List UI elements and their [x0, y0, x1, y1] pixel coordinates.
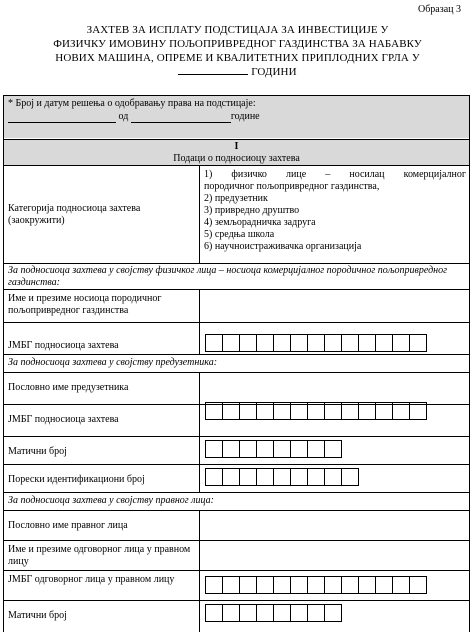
digit-box[interactable] — [205, 468, 223, 486]
digit-box[interactable] — [273, 604, 291, 622]
digit-box[interactable] — [256, 468, 274, 486]
form-label: Образац 3 — [418, 4, 461, 15]
digit-box[interactable] — [222, 402, 240, 420]
digit-box[interactable] — [273, 468, 291, 486]
table-rule — [3, 139, 470, 140]
decision-od: од — [118, 111, 129, 122]
digit-box[interactable] — [239, 468, 257, 486]
digit-box[interactable] — [273, 334, 291, 352]
entrepreneur-reg-label: Матични број — [8, 446, 67, 457]
digit-box[interactable] — [290, 334, 308, 352]
table-rule — [3, 263, 470, 264]
title-line-2: ФИЗИЧКУ ИМОВИНУ ПОЉОПРИВРЕДНОГ ГАЗДИНСТВА ЗА НАБАВКУ — [53, 38, 422, 50]
digit-box[interactable] — [409, 334, 427, 352]
digit-box[interactable] — [239, 576, 257, 594]
digit-box[interactable] — [239, 402, 257, 420]
entrepreneur-jmbg-label: ЈМБГ подносиоца захтева — [8, 414, 119, 425]
category-label: Категорија подносиоца захтева (заокружити) — [8, 203, 141, 226]
digit-box[interactable] — [273, 576, 291, 594]
digit-box[interactable] — [307, 334, 325, 352]
table-rule — [3, 540, 470, 541]
legal-reg-boxes[interactable] — [205, 604, 342, 622]
digit-box[interactable] — [324, 604, 342, 622]
digit-box[interactable] — [375, 576, 393, 594]
title-year-word: ГОДИНИ — [251, 66, 297, 78]
table-rule — [3, 436, 470, 437]
form-title — [0, 23, 475, 79]
digit-box[interactable] — [358, 402, 376, 420]
digit-box[interactable] — [307, 604, 325, 622]
digit-box[interactable] — [290, 402, 308, 420]
decision-godine: године — [230, 111, 260, 122]
digit-box[interactable] — [205, 576, 223, 594]
digit-box[interactable] — [205, 440, 223, 458]
decision-label: * Број и датум решења о одобравању права на подстицаје: — [8, 98, 256, 109]
decision-date-field[interactable] — [131, 112, 231, 123]
digit-box[interactable] — [341, 334, 359, 352]
digit-box[interactable] — [290, 576, 308, 594]
table-rule — [3, 322, 470, 323]
category-option-1b: породичног пољопривредног газдинства, — [204, 181, 380, 192]
entrepreneur-heading: За подносиоца захтева у својству предузетника: — [8, 357, 218, 368]
section-number: I — [234, 141, 239, 152]
entrepreneur-jmbg-boxes[interactable] — [205, 402, 427, 420]
year-blank[interactable] — [178, 65, 248, 75]
digit-box[interactable] — [307, 576, 325, 594]
table-rule — [199, 289, 200, 354]
digit-box[interactable] — [290, 468, 308, 486]
legal-responsible-label: Име и презиме одговорног лица у правном лицу — [8, 544, 191, 567]
category-option-3[interactable]: 3) привредно друштво — [204, 205, 300, 216]
legal-reg-label: Матични број — [8, 610, 67, 621]
digit-box[interactable] — [375, 334, 393, 352]
entrepreneur-name-label: Пословно име предузетника — [8, 382, 129, 393]
holder-name-label: Име и презиме носиоца породичног пољопривредног газдинства — [8, 293, 162, 316]
digit-box[interactable] — [358, 334, 376, 352]
digit-box[interactable] — [307, 440, 325, 458]
digit-box[interactable] — [341, 402, 359, 420]
decision-number-field[interactable] — [8, 112, 116, 123]
digit-box[interactable] — [392, 402, 410, 420]
digit-box[interactable] — [341, 576, 359, 594]
digit-box[interactable] — [324, 576, 342, 594]
legal-heading: За подносиоца захтева у својству правног лица: — [8, 495, 214, 506]
digit-box[interactable] — [222, 440, 240, 458]
digit-box[interactable] — [375, 402, 393, 420]
digit-box[interactable] — [307, 402, 325, 420]
title-line-4 — [0, 65, 475, 79]
category-option-4[interactable]: 4) земљорадничка задруга — [204, 217, 316, 228]
digit-box[interactable] — [307, 468, 325, 486]
legal-jmbg-boxes[interactable] — [205, 576, 427, 594]
digit-box[interactable] — [392, 576, 410, 594]
digit-box[interactable] — [358, 576, 376, 594]
category-option-5[interactable]: 5) средња школа — [204, 229, 275, 240]
entrepreneur-reg-boxes[interactable] — [205, 440, 342, 458]
table-rule — [3, 165, 470, 166]
digit-box[interactable] — [222, 604, 240, 622]
digit-box[interactable] — [290, 440, 308, 458]
category-option-1a[interactable]: 1) физичко лице – носилац комерцијалног — [204, 169, 466, 180]
digit-box[interactable] — [239, 334, 257, 352]
digit-box[interactable] — [290, 604, 308, 622]
digit-box[interactable] — [205, 604, 223, 622]
digit-box[interactable] — [256, 604, 274, 622]
digit-box[interactable] — [256, 334, 274, 352]
table-rule — [3, 372, 470, 373]
table-rule — [3, 354, 470, 355]
table-rule — [3, 289, 470, 290]
table-rule — [3, 464, 470, 465]
table-rule — [3, 510, 470, 511]
digit-box[interactable] — [341, 468, 359, 486]
category-option-2[interactable]: 2) предузетник — [204, 193, 268, 204]
digit-box[interactable] — [324, 468, 342, 486]
physical-heading: За подносиоца захтева у својству физичког лица – носиоца комерцијалног породичног пољопривредног газдинства: — [8, 265, 447, 288]
digit-box[interactable] — [222, 334, 240, 352]
digit-box[interactable] — [205, 402, 223, 420]
entrepreneur-tax-label: Порески идентификациони број — [8, 474, 145, 485]
digit-box[interactable] — [256, 440, 274, 458]
digit-box[interactable] — [256, 576, 274, 594]
digit-box[interactable] — [273, 440, 291, 458]
category-option-6[interactable]: 6) научноистраживачка организација — [204, 241, 362, 252]
physical-jmbg-boxes[interactable] — [205, 334, 427, 352]
table-rule — [199, 510, 200, 632]
legal-name-label: Пословно име правног лица — [8, 520, 128, 531]
legal-jmbg-label: ЈМБГ одговорног лица у правном лицу — [8, 574, 175, 585]
table-rule — [199, 372, 200, 492]
decision-fields — [8, 111, 260, 123]
digit-box[interactable] — [409, 576, 427, 594]
table-rule — [199, 165, 200, 263]
digit-box[interactable] — [205, 334, 223, 352]
digit-box[interactable] — [409, 402, 427, 420]
section-heading: Подаци о подносиоцу захтева — [173, 153, 300, 164]
title-line-3: НОВИХ МАШИНА, ОПРЕМЕ И КВАЛИТЕТНИХ ПРИПЛОДНИХ ГРЛА У — [55, 52, 420, 64]
digit-box[interactable] — [256, 402, 274, 420]
title-line-1: ЗАХТЕВ ЗА ИСПЛАТУ ПОДСТИЦАЈА ЗА ИНВЕСТИЦИЈЕ У — [86, 24, 389, 36]
category-options[interactable] — [204, 169, 466, 253]
digit-box[interactable] — [324, 334, 342, 352]
table-rule — [3, 600, 470, 601]
digit-box[interactable] — [324, 440, 342, 458]
physical-jmbg-label: ЈМБГ подносиоца захтева — [8, 340, 119, 351]
digit-box[interactable] — [392, 334, 410, 352]
digit-box[interactable] — [273, 402, 291, 420]
digit-box[interactable] — [324, 402, 342, 420]
digit-box[interactable] — [222, 576, 240, 594]
table-rule — [3, 570, 470, 571]
digit-box[interactable] — [239, 604, 257, 622]
digit-box[interactable] — [239, 440, 257, 458]
table-rule — [3, 492, 470, 493]
entrepreneur-tax-boxes[interactable] — [205, 468, 359, 486]
digit-box[interactable] — [222, 468, 240, 486]
